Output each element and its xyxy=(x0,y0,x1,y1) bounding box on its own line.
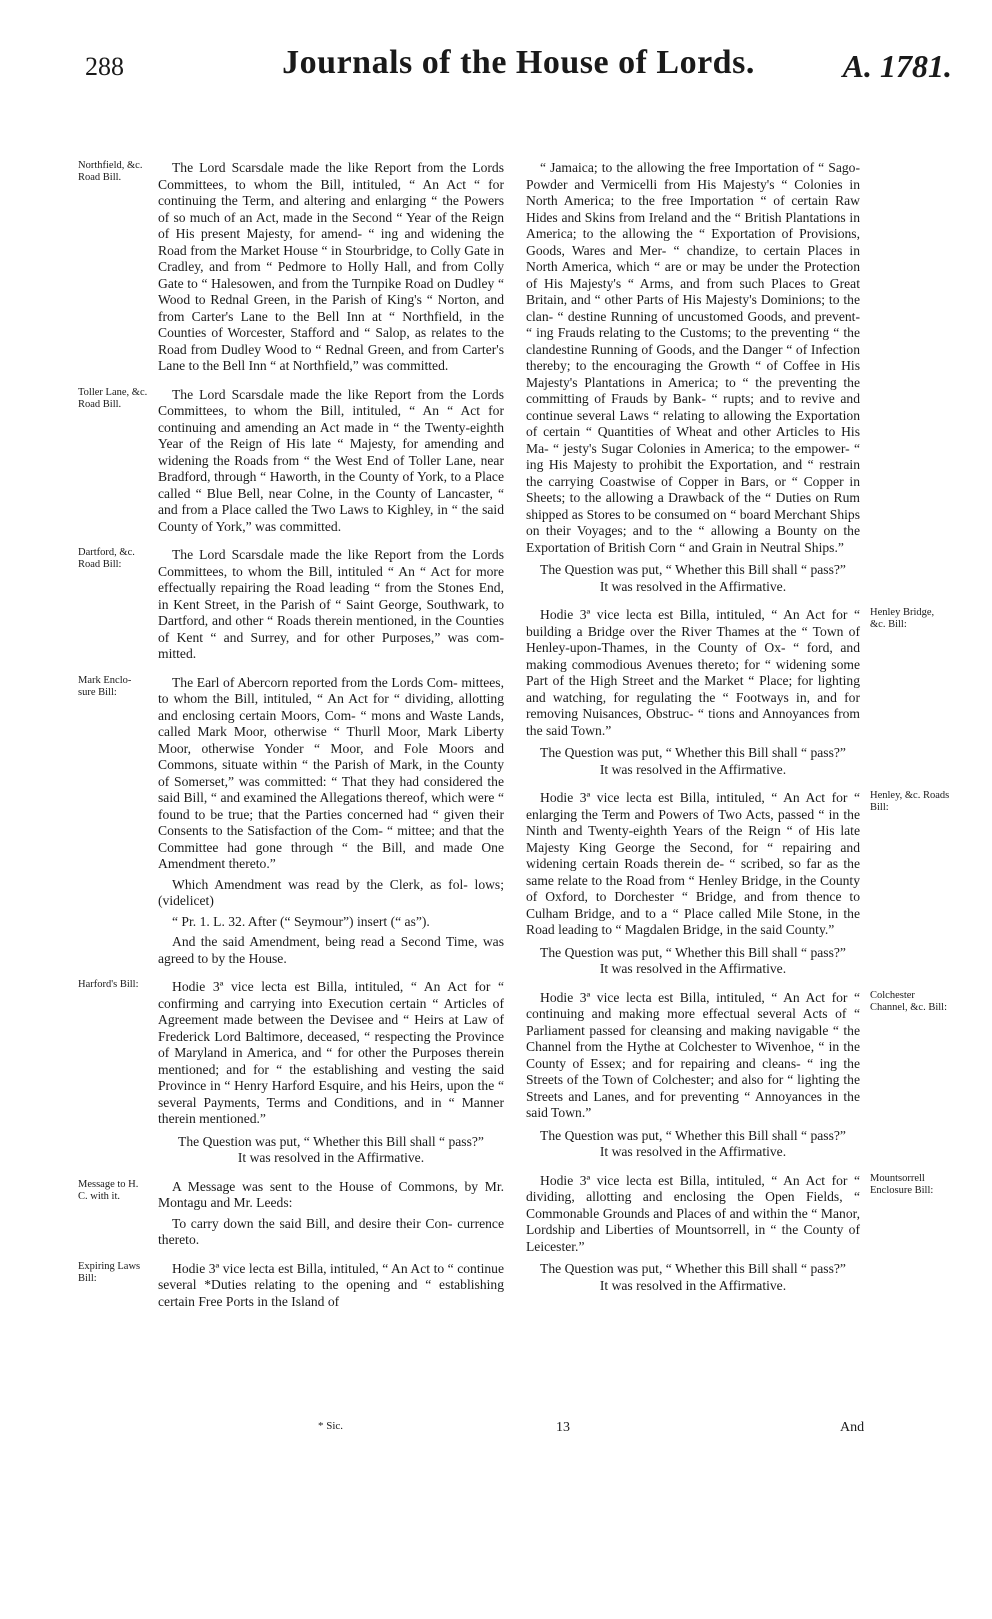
question-line: The Question was put, “ Whether this Bill shall “ pass?” xyxy=(540,1261,846,1276)
signature-mark: 13 xyxy=(556,1420,570,1435)
journal-entry xyxy=(78,979,504,1167)
catchword: And xyxy=(840,1420,865,1435)
resolution-line: It was resolved in the Affirmative. xyxy=(599,1144,787,1159)
journal-entry xyxy=(78,1260,504,1311)
journal-entry xyxy=(526,989,947,1161)
journal-entry xyxy=(78,547,504,663)
resolution-line: It was resolved in the Affirmative. xyxy=(599,961,787,976)
running-title: Journals of the House of Lords. xyxy=(282,44,755,81)
margin-note: Henley, &c. Roads Bill: xyxy=(870,790,950,813)
margin-note: Northfield, &c. Road Bill. xyxy=(78,160,143,183)
resolution-line: It was resolved in the Affirmative. xyxy=(599,578,787,594)
entry-paragraph: And the said Amendment, being read a Second Time, was agreed to by the House. xyxy=(158,934,504,966)
margin-note: Colchester Channel, &c. Bill: xyxy=(870,989,947,1013)
left-column xyxy=(78,160,504,1322)
footnote: * Sic. xyxy=(318,1420,344,1432)
entry-text: The Lord Scarsdale made the like Report from the Lords Committees, to whom the Bill, intituled, “ An Act “ for continuing the Term, and altering and enlarging “ the Powers of so much of an Act, made in the Second “ Year of the Reign of His present Majesty, for amend- “ ing and widening the Road from the Market House “ in Stourbridge, to Colly Gate in Cradley, and from “ Pedmore to Holly Hall, and from Colly Gate to “ Halesowen, and from the Turnpike Road on Dudley “ Wood to Rednal Green, in the Parish of King's “ Norton, and from Carter's Lane to the Bell Inn at “ Northfield, in the Counties of Worcester, Stafford and “ Salop, as relates to the Road from Dudley Wood to “ Rednal Green, and from Carter's Lane to the Bell Inn “ at Northfield,” was committed. xyxy=(158,160,504,373)
entry-text: The Lord Scarsdale made the like Report from the Lords Committees, to whom the Bill, intituled, “ An “ Act for continuing and amending an Act made in “ the Twenty-eighth Year of the Reign of His late “ Majesty, for amending and widening the Roads from “ the West End of Toller Lane, near Bradford, through “ Haworth, in the County of York, to a Place called “ Blue Bell, near Colne, in the County of Lancaster, “ and from a Place called the Two Laws to Kighley, in “ the said County of York,” was committed. xyxy=(158,386,504,534)
question-line: The Question was put, “ Whether this Bill shall “ pass?” xyxy=(540,745,846,760)
entry-text: Hodie 3ª vice lecta est Billa, intituled, “ An Act for “ enlarging the Term and Powers of Two Acts, passed “ in the Ninth and Twenty-eighth Years of the Reign “ of His late Majesty King George the Second, for “ repairing and widening certain Roads therein de- “ scribed, so far as the same relate to the Road from “ Henley Bridge, in the County of Oxford, to Dorchester “ Bridge, and from thence to Culham Bridge, and to a “ Place called Mile Stone, in the Road leading to “ Magdalen Bridge, in the said County.” xyxy=(526,790,860,937)
margin-note: Mountsorrell Enclosure Bill: xyxy=(870,1172,934,1196)
entry-paragraph: Which Amendment was read by the Clerk, as fol- lows; (videlicet) xyxy=(158,876,504,908)
entry-text: The Earl of Abercorn reported from the Lords Com- mittees, to whom the Bill, intituled, “ An Act for “ dividing, allotting and enclosing certain Moors, Com- “ mons and Waste Lands, called Mark Moor, otherwise “ Thurll Moor, Mark Liberty Moor, otherwise Yonder “ Moor, and Fole Moors and Commons, situate within “ the Parish of Mark, in the County of Somerset,” was committed: “ That they had considered the said Bill, “ and examined the Allegations thereof, which were “ found to be true; that the Parties concerned had “ given their Consents to the Satisfaction of the Com- “ mittee; and that the Committee had gone through “ the Bill, and made One Amendment thereto.” xyxy=(158,674,504,871)
page-header xyxy=(85,44,952,88)
margin-note: Henley Bridge, &c. Bill: xyxy=(870,607,935,630)
resolution-line: It was resolved in the Affirmative. xyxy=(599,1277,787,1293)
question-line: The Question was put, “ Whether this Bill shall “ pass?” xyxy=(178,1133,484,1149)
journal-entry xyxy=(526,607,935,778)
entry-text: A Message was sent to the House of Commons, by Mr. Montagu and Mr. Leeds: xyxy=(158,1178,504,1210)
journal-entry xyxy=(526,1172,934,1295)
entry-text: Hodie 3ª vice lecta est Billa, intituled, “ An Act to “ continue several *Duties relating to the opening and “ establishing certain Free Ports in the Island of xyxy=(158,1260,504,1309)
entry-paragraph: To carry down the said Bill, and desire their Con- currence thereto. xyxy=(158,1215,504,1247)
journal-entry xyxy=(78,160,504,375)
page-number: 288 xyxy=(85,52,124,81)
journal-entry xyxy=(78,386,504,536)
margin-note: Mark Enclo- sure Bill: xyxy=(78,674,132,698)
journal-entry xyxy=(526,790,950,978)
entry-paragraph: “ Pr. 1. L. 32. After (“ Seymour”) insert (“ as”). xyxy=(172,913,430,929)
question-line: The Question was put, “ Whether this Bill shall “ pass?” xyxy=(540,944,846,960)
year-heading: A. 1781. xyxy=(842,48,952,84)
resolution-line: It was resolved in the Affirmative. xyxy=(237,1150,425,1165)
entry-text: “ Jamaica; to the allowing the free Importation of “ Sago-Powder and Vermicelli from His Majesty's “ Colonies in North America; to the free Importation “ of certain Raw Hides and Skins from Ireland and the “ British Plantations in America; to the allowing the “ Exportation of Provisions, Goods, Wares and Mer- “ chandize, to certain Places in North America, which “ are or may be under the Protection of His Majesty's “ Arms, and from such Places to Great Britain, and “ other Parts of His Majesty's Dominions; to the clan- “ destine Running of uncustomed Goods, and prevent- “ ing Frauds relating to the Customs; to the preventing “ the clandestine Running of Goods, and the Danger “ of Infection thereby; to the encouraging the Growth “ of Coffee in His Majesty's Plantations in America; to “ the preventing the committing of Frauds by Bank- “ rupts; and to revive and continue several Laws “ relating to allowing the Exportation of certain “ Quantities of Wheat and other Articles to His Ma- “ jesty's Sugar Colonies in America; to the empower- “ ing His Majesty to prohibit the Exportation, and “ restrain the carrying Coastwise of Copper in Bars, or “ Copper in Sheets; to the allowing a Drawback of the “ Duties on Rum shipped as Stores to be consumed on “ board Merchant Ships on their Voyages; and to the “ allowing a Bounty on the Exportation of British Corn “ and Grain in Neutral Ships.” xyxy=(526,160,860,555)
entry-text: Hodie 3ª vice lecta est Billa, intituled, “ An Act for “ continuing and making more effectual several Acts of “ Parliament passed for cleansing and making navigable “ the Channel from the Hythe at Colchester to Wivenhoe, “ in the County of Essex; and for repairing and cleans- “ ing the Streets of the Town of Colchester; and also for “ lighting the Streets and Lanes, and for preventing “ Annoyances in the said Town.” xyxy=(526,989,860,1120)
entry-text: Hodie 3ª vice lecta est Billa, intituled, “ An Act for “ building a Bridge over the River Thames at the “ Town of Henley-upon-Thames, in the County of Ox- “ ford, and making commodious Avenues thereto; for “ widening some Part of the High Street and the Market “ Place; for lighting and watching, for regulating the “ Footways in, and for removing Nuisances, Obstruc- “ tions and Annoyances from the said Town.” xyxy=(526,607,860,738)
right-column xyxy=(526,160,950,1306)
margin-note: Message to H. C. with it. xyxy=(78,1178,139,1202)
question-line: The Question was put, “ Whether this Bill shall “ pass?” xyxy=(540,1127,846,1143)
question-line: The Question was put, “ Whether this Bill shall “ pass?” xyxy=(540,562,846,577)
margin-note: Toller Lane, &c. Road Bill. xyxy=(78,386,148,410)
entry-text: The Lord Scarsdale made the like Report from the Lords Committees, to whom the Bill, intituled “ An “ Act for more effectually repairing the Road leading “ from the Stones End, in Kent Street, in the Parish of “ Saint George, Southwark, to Dartford, and other “ Roads therein mentioned, in the Counties of Kent “ and Surrey, and for other Purposes,” was com- mitted. xyxy=(158,547,504,661)
journal-entry xyxy=(526,160,860,595)
entry-text: Hodie 3ª vice lecta est Billa, intituled, “ An Act for “ confirming and carrying into Execution certain “ Articles of Agreement made between the Devisee and “ Heirs at Law of Frederick Lord Baltimore, deceased, “ respecting the Province of Maryland in America, and “ for other the Purposes therein mentioned; and for “ the establishing and vesting the said Province in “ Henry Harford Esquire, and his Heirs, upon the “ several Payments, Terms and Conditions, and in “ Manner therein mentioned.” xyxy=(158,979,504,1126)
resolution-line: It was resolved in the Affirmative. xyxy=(599,761,787,777)
journal-entry xyxy=(78,674,504,968)
margin-note: Dartford, &c. Road Bill: xyxy=(78,547,135,570)
margin-note: Harford's Bill: xyxy=(78,979,139,990)
margin-note: Expiring Laws Bill: xyxy=(78,1260,141,1284)
entry-text: Hodie 3ª vice lecta est Billa, intituled, “ An Act for “ dividing, allotting and enclosing the Open Fields, “ Commonable Grounds and Places of and within the “ Manor, Lordship and Liberties of Mountsorrell, in “ the County of Leicester.” xyxy=(526,1172,860,1254)
journal-entry xyxy=(78,1178,504,1249)
